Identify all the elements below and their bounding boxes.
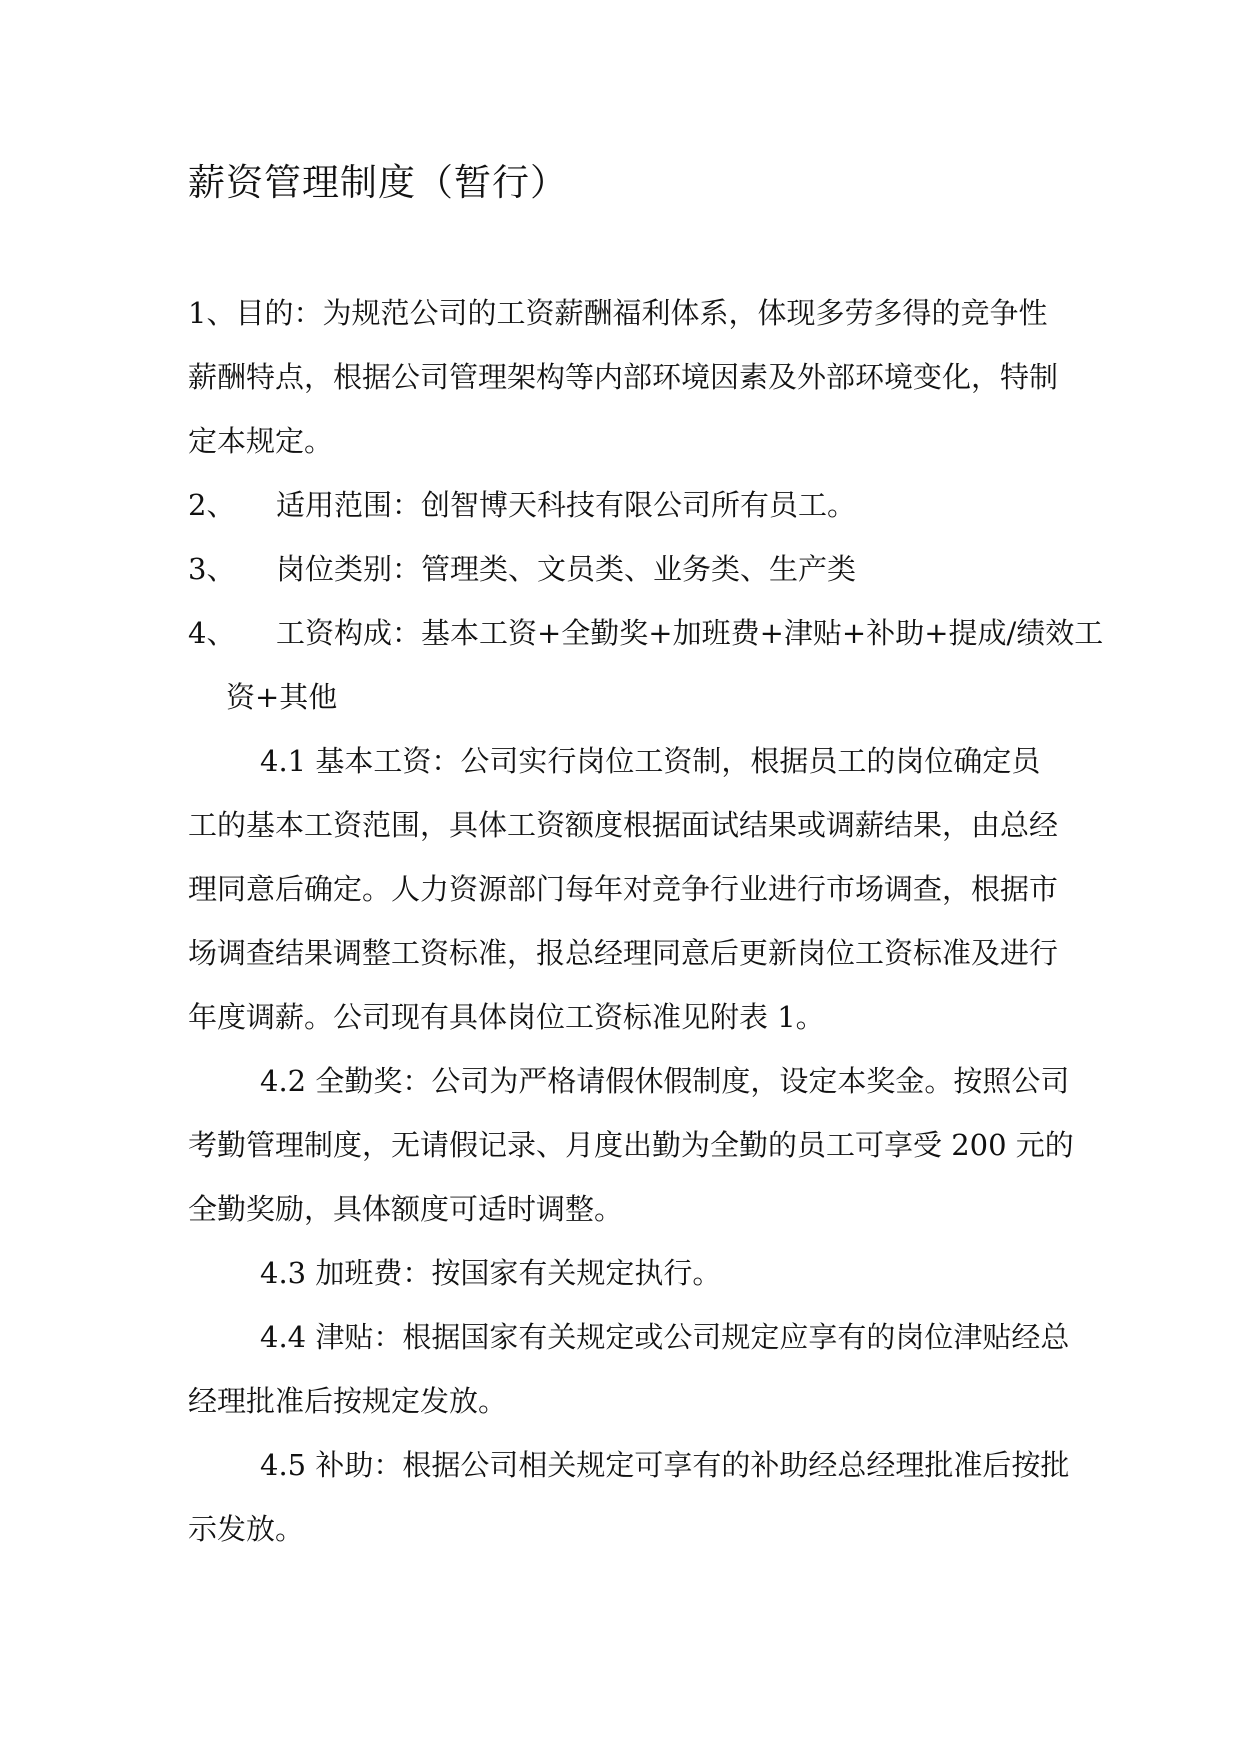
paragraph-line: 1、目的：为规范公司的工资薪酬福利体系，体现多劳多得的竞争性 [188,296,1048,330]
section-number: 2、 [188,488,236,522]
paragraph-line: 4.5 补助：根据公司相关规定可享有的补助经总经理批准后按批 [260,1448,1070,1482]
paragraph-line: 定本规定。 [188,424,334,458]
paragraph-line: 4.2 全勤奖：公司为严格请假休假制度，设定本奖金。按照公司 [260,1064,1070,1098]
paragraph-line: 岗位类别：管理类、文员类、业务类、生产类 [276,552,857,586]
paragraph-line: 4.3 加班费：按国家有关规定执行。 [260,1256,722,1290]
paragraph-line: 适用范围：创智博天科技有限公司所有员工。 [276,488,857,522]
paragraph-line: 年度调薪。公司现有具体岗位工资标准见附表 1。 [188,1000,825,1034]
paragraph-line: 场调查结果调整工资标准，报总经理同意后更新岗位工资标准及进行 [188,936,1059,970]
paragraph-line: 资+其他 [226,680,338,714]
paragraph-line: 4.4 津贴：根据国家有关规定或公司规定应享有的岗位津贴经总 [260,1320,1070,1354]
paragraph-line: 考勤管理制度，无请假记录、月度出勤为全勤的员工可享受 200 元的 [188,1128,1074,1162]
paragraph-line: 4.1 基本工资：公司实行岗位工资制，根据员工的岗位确定员 [260,744,1041,778]
section-number: 4、 [188,616,236,650]
paragraph-line: 工的基本工资范围，具体工资额度根据面试结果或调薪结果，由总经 [188,808,1059,842]
section-3 [188,549,856,589]
section-4 [188,613,1103,653]
paragraph-line: 全勤奖励，具体额度可适时调整。 [188,1192,624,1226]
paragraph-line: 示发放。 [188,1512,305,1546]
paragraph-line: 薪酬特点，根据公司管理架构等内部环境因素及外部环境变化，特制 [188,360,1059,394]
paragraph-line: 工资构成：基本工资+全勤奖+加班费+津贴+补助+提成/绩效工 [276,616,1104,650]
paragraph-line: 理同意后确定。人力资源部门每年对竞争行业进行市场调查，根据市 [188,872,1059,906]
section-number: 3、 [188,552,236,586]
section-2 [188,485,856,525]
paragraph-line: 经理批准后按规定发放。 [188,1384,508,1418]
document-title: 薪资管理制度（暂行） [188,161,568,204]
